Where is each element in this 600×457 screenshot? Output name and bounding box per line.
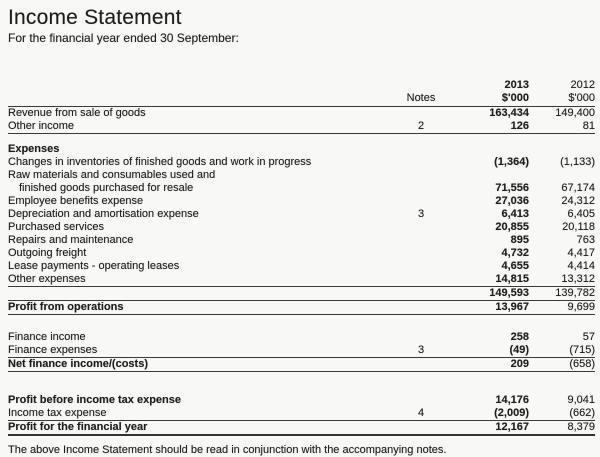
table-row-income-tax <box>8 407 595 421</box>
table-row-inventory-changes <box>8 156 595 169</box>
table-row-finished-goods <box>8 182 595 195</box>
row-label: Net finance income/(costs) <box>8 358 148 370</box>
value-2012-cell: (662) <box>569 407 595 419</box>
year-2013-label: 2013 <box>504 79 529 91</box>
row-label: Income tax expense <box>8 407 107 419</box>
value-2013-cell: 6,413 <box>501 208 529 220</box>
value-2012-cell: 6,405 <box>567 208 595 220</box>
row-label: Lease payments - operating leases <box>8 260 180 272</box>
table-row-profit-from-operations <box>8 301 595 315</box>
value-2013-cell: 20,855 <box>495 221 529 233</box>
value-2013-cell: 209 <box>510 358 529 370</box>
year-2012-column-header <box>529 79 595 105</box>
row-label: Changes in inventories of finished goods and work in progress <box>8 156 312 168</box>
table-row-repairs <box>8 234 595 247</box>
page-subtitle: For the financial year ended 30 September: <box>8 31 239 45</box>
value-2012-cell: 4,414 <box>567 260 595 272</box>
table-header-row <box>8 79 595 107</box>
row-label: Purchased services <box>8 221 104 233</box>
table-row-revenue <box>8 107 595 120</box>
income-statement-table <box>8 79 595 436</box>
value-2013-cell: (49) <box>509 344 529 356</box>
value-2012-cell: 57 <box>582 331 595 343</box>
year-2012-label: 2012 <box>570 79 595 91</box>
value-2012-cell: 67,174 <box>561 182 595 194</box>
value-2012-cell: 9,041 <box>567 394 595 406</box>
row-label: Profit for the financial year <box>8 421 148 433</box>
section-spacer <box>8 372 595 394</box>
table-row-finance-expenses <box>8 344 595 358</box>
table-row-profit-before-tax <box>8 394 595 407</box>
row-label: Depreciation and amortisation expense <box>8 208 199 220</box>
note-cell: 2 <box>417 120 425 132</box>
row-label: Raw materials and consumables used and <box>8 169 216 181</box>
value-2012-cell: 4,417 <box>567 247 595 259</box>
value-2013-cell: (2,009) <box>494 407 529 419</box>
value-2013-cell: 14,176 <box>495 394 529 406</box>
table-row-profit-for-year <box>8 421 595 436</box>
value-2013-cell: 895 <box>510 234 529 246</box>
value-2013-cell: 13,967 <box>495 301 529 313</box>
row-label: Other expenses <box>8 273 86 285</box>
table-row-net-finance <box>8 358 595 372</box>
value-2012-cell: 24,312 <box>561 195 595 207</box>
table-row-employee-benefits <box>8 195 595 208</box>
value-2012-cell: 149,400 <box>555 107 595 119</box>
note-cell: 4 <box>417 407 425 419</box>
table-row-depreciation <box>8 208 595 221</box>
table-row-purchased-services <box>8 221 595 234</box>
value-2013-cell: 14,815 <box>495 273 529 285</box>
value-2013-cell: 12,167 <box>495 421 529 433</box>
value-2013-cell: 126 <box>510 120 529 132</box>
value-2013-cell: 71,556 <box>495 182 529 194</box>
value-2012-cell: 81 <box>582 120 595 132</box>
value-2012-cell: 20,118 <box>562 221 595 233</box>
section-heading: Expenses <box>8 143 60 155</box>
table-row-outgoing-freight <box>8 247 595 260</box>
value-2013-cell: 258 <box>510 331 529 343</box>
row-label: finished goods purchased for resale <box>19 182 194 194</box>
value-2012-cell: 763 <box>576 234 595 246</box>
table-row-lease-payments <box>8 260 595 273</box>
row-label: Employee benefits expense <box>8 195 144 207</box>
value-2013-cell: 4,655 <box>501 260 529 272</box>
row-label: Profit before income tax expense <box>8 394 181 406</box>
notes-column-header: Notes <box>406 92 436 104</box>
year-2013-column-header <box>445 79 529 105</box>
value-2012-cell: 8,379 <box>567 421 595 433</box>
row-label: Revenue from sale of goods <box>8 107 146 119</box>
row-label: Other income <box>8 120 75 132</box>
table-row-other-expenses <box>8 273 595 287</box>
section-spacer <box>8 315 595 331</box>
row-label: Repairs and maintenance <box>8 234 134 246</box>
value-2013-cell: (1,364) <box>494 156 529 168</box>
value-2013-cell: 27,036 <box>495 195 529 207</box>
value-2012-cell: (1,133) <box>560 156 595 168</box>
section-spacer <box>8 134 595 143</box>
value-2012-cell: (715) <box>569 344 595 356</box>
value-2012-cell: (658) <box>569 358 595 370</box>
unit-2012-label: $'000 <box>568 92 595 104</box>
table-row-other-income <box>8 120 595 134</box>
note-cell: 3 <box>417 344 425 356</box>
value-2013-cell: 163,434 <box>489 107 529 119</box>
row-label: Finance income <box>8 331 86 343</box>
table-row-total-expenses <box>8 287 595 301</box>
table-row-finance-income <box>8 331 595 344</box>
footer-note: The above Income Statement should be read in conjunction with the accompanying notes. <box>8 444 447 456</box>
value-2012-cell: 13,312 <box>561 273 595 285</box>
table-row-raw-materials <box>8 169 595 182</box>
unit-2013-label: $'000 <box>501 92 529 104</box>
value-2013-cell: 149,593 <box>489 287 529 299</box>
value-2012-cell: 9,699 <box>567 301 595 313</box>
value-2012-cell: 139,782 <box>555 287 595 299</box>
table-row-expenses-heading <box>8 143 595 156</box>
row-label: Outgoing freight <box>8 247 87 259</box>
note-cell: 3 <box>417 208 425 220</box>
value-2013-cell: 4,732 <box>501 247 529 259</box>
row-label: Profit from operations <box>8 301 124 313</box>
row-label: Finance expenses <box>8 344 98 356</box>
page-title: Income Statement <box>8 6 182 29</box>
